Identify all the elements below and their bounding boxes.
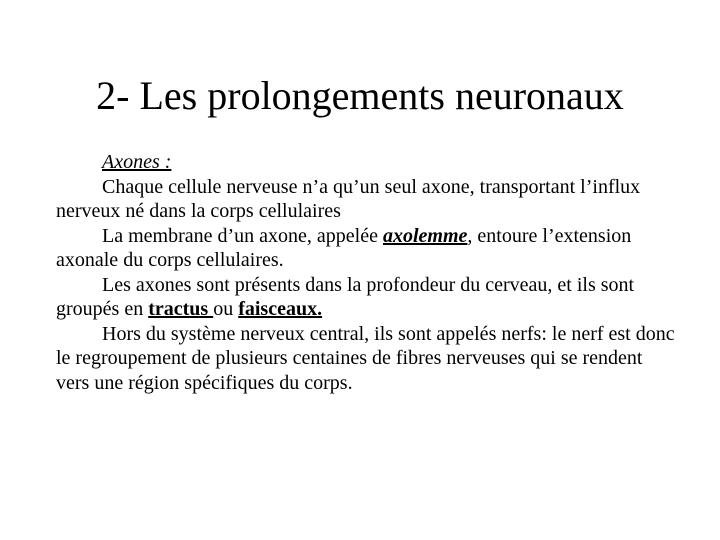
slide-body: [56, 150, 676, 395]
paragraph-tractus: [56, 273, 676, 322]
paragraph-nerfs: Hors du système nerveux central, ils sont appelés nerfs: le nerf est donc le regroupement de plusieurs centaines de fibres nerveuses qui se rendent vers une région spécifiques du corps.: [56, 322, 675, 394]
paragraph-axolemme-text-end: , entoure l’extension axonale du corps cellulaires.: [56, 224, 632, 271]
term-axolemme: axolemme: [382, 224, 468, 247]
subheading-axones: Axones :: [102, 151, 172, 173]
paragraph-axolemme-text-start: La membrane d’un axone, appelée: [102, 224, 383, 247]
paragraph-tractus-text-start: Les axones sont présents dans la profondeur du cerveau, et ils sont groupés en: [56, 273, 635, 320]
paragraph-tractus-text-mid: ou: [213, 298, 239, 320]
term-tractus: tractus: [148, 298, 214, 320]
paragraph-axolemme: [56, 224, 676, 273]
paragraph-single-axon: Chaque cellule nerveuse n’a qu’un seul axone, transportant l’influx nerveux né dans la corps cellulaires: [56, 175, 641, 222]
term-faisceaux: faisceaux.: [238, 298, 323, 320]
subheading-paragraph: [56, 150, 676, 175]
slide-title: 2- Les prolongements neuronaux: [96, 73, 624, 118]
